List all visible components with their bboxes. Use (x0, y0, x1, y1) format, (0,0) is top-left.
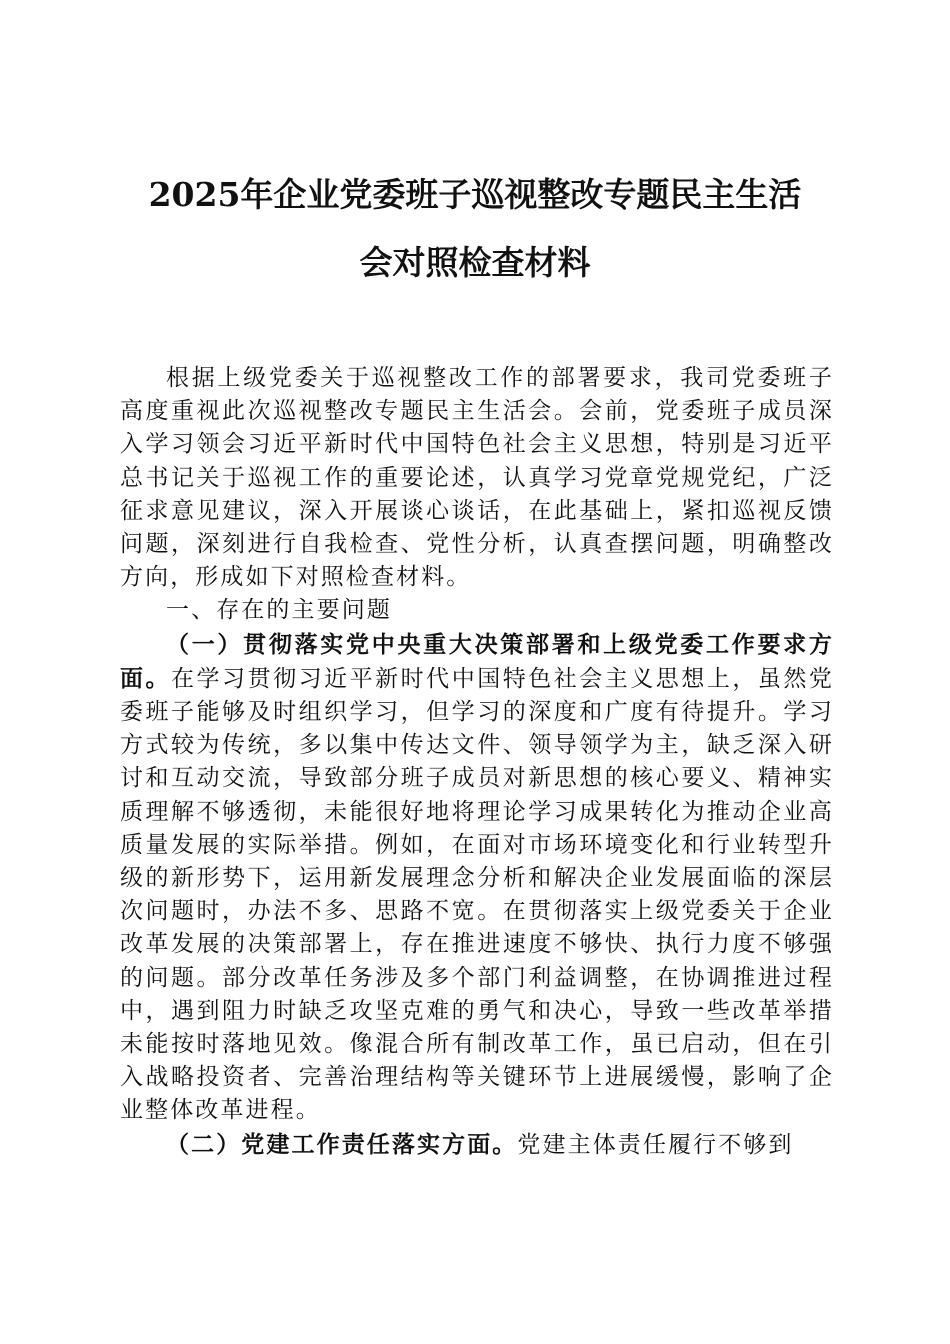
item-1-paragraph (120, 628, 834, 1128)
item-2-body: 党建主体责任履行不够到 (517, 1131, 794, 1158)
item-2-paragraph (120, 1128, 834, 1162)
section-heading-1: 一、存在的主要问题 (166, 597, 392, 624)
document-title-line-2: 会对照检查材料 (359, 243, 591, 282)
item-1-title: （一）贯彻落实党中央重大决策部署和上级党委工作要求方面。 (120, 630, 834, 692)
item-2-title: （二）党建工作责任落实方面。 (166, 1130, 518, 1158)
document-body (120, 362, 834, 1162)
intro-paragraph: 根据上级党委关于巡视整改工作的部署要求，我司党委班子高度重视此次巡视整改专题民主生活会。会前，党委班子成员深入学习领会习近平新时代中国特色社会主义思想，特别是习近平总书记关于巡视工作的重要论述，认真学习党章党规党纪，广泛征求意见建议，深入开展谈心谈话，在此基础上，紧扣巡视反馈问题，深刻进行自我检查、党性分析，认真查摆问题，明确整改方向，形成如下对照检查材料。 (120, 365, 834, 591)
item-1-body: 在学习贯彻习近平新时代中国特色社会主义思想上，虽然党委班子能够及时组织学习，但学习的深度和广度有待提升。学习方式较为传统，多以集中传达文件、领导领学为主，缺乏深入研讨和互动交流，导致部分班子成员对新思想的核心要义、精神实质理解不够透彻，未能很好地将理论学习成果转化为推动企业高质量发展的实际举措。例如，在面对市场环境变化和行业转型升级的新形势下，运用新发展理念分析和解决企业发展面临的深层次问题时，办法不多、思路不宽。在贯彻落实上级党委关于企业改革发展的决策部署上，存在推进速度不够快、执行力度不够强的问题。部分改革任务涉及多个部门利益调整，在协调推进过程中，遇到阻力时缺乏攻坚克难的勇气和决心，导致一些改革举措未能按时落地见效。像混合所有制改革工作，虽已启动，但在引入战略投资者、完善治理结构等关键环节上进展缓慢，影响了企业整体改革进程。 (120, 665, 834, 1124)
document-title-line-1: 2025年企业党委班子巡视整改专题民主生活 (148, 175, 802, 214)
